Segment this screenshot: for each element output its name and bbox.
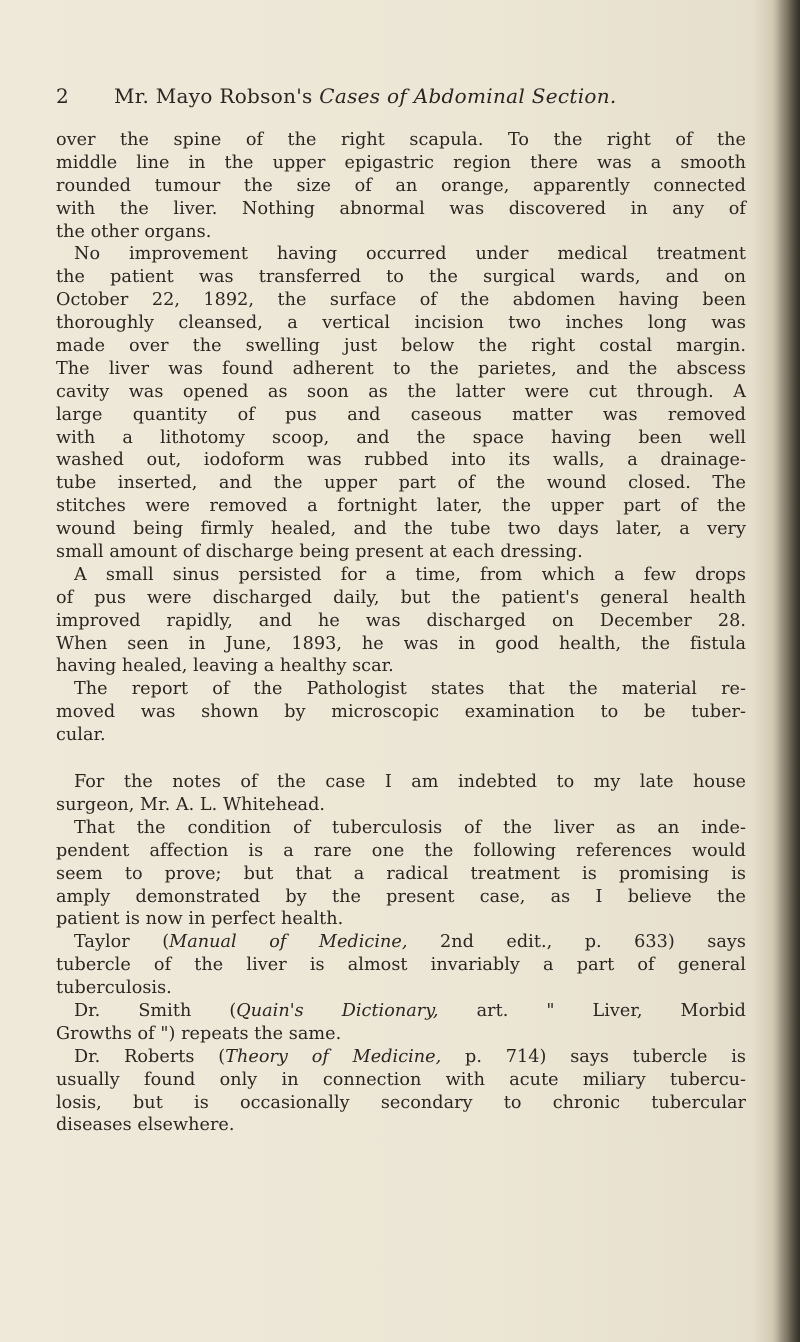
text-line: The liver was found adherent to the parietes, and the abscess: [56, 358, 746, 379]
text-line: No improvement having occurred under medical treatment: [74, 244, 746, 265]
text-line: losis, but is occasionally secondary to chronic tubercular: [56, 1092, 746, 1113]
smith-work-title: Quain's Dictionary,: [236, 1000, 439, 1021]
text-line: with a lithotomy scoop, and the space having been well: [56, 427, 746, 448]
text-line: October 22, 1892, the surface of the abdomen having been: [56, 290, 746, 311]
text-line: surgeon, Mr. A. L. Whitehead.: [56, 794, 326, 815]
taylor-suffix: 2nd edit., p. 633) says: [407, 932, 746, 953]
text-line: large quantity of pus and caseous matter was removed: [56, 404, 746, 425]
text-line: middle line in the upper epigastric region there was a smooth: [56, 152, 746, 173]
body-text: [56, 129, 746, 1137]
text-line: of pus were discharged daily, but the patient's general health: [56, 587, 746, 608]
text-line: having healed, leaving a healthy scar.: [56, 656, 394, 677]
text-line-taylor: [56, 931, 746, 954]
text-line: patient is now in perfect health.: [56, 909, 344, 930]
taylor-work-title: Manual of Medicine,: [169, 932, 408, 953]
text-line: pendent affection is a rare one the following references would: [56, 840, 746, 861]
paragraph-gap: [56, 747, 746, 771]
roberts-work-title: Theory of Medicine,: [225, 1046, 442, 1067]
text-line: Growths of ") repeats the same.: [56, 1023, 342, 1044]
text-line: The report of the Pathologist states that the material re-: [74, 679, 746, 700]
text-line: seem to prove; but that a radical treatment is promising is: [56, 863, 746, 884]
text-line: washed out, iodoform was rubbed into its walls, a drainage-: [56, 450, 746, 471]
smith-suffix: art. " Liver, Morbid: [438, 1000, 746, 1021]
text-line: tuberculosis.: [56, 978, 172, 999]
header-title: Cases of Abdominal Section.: [319, 84, 617, 108]
text-line: amply demonstrated by the present case, as I believe the: [56, 886, 746, 907]
text-line: That the condition of tuberculosis of the liver as an inde-: [74, 817, 746, 838]
text-line: tube inserted, and the upper part of the wound closed. The: [56, 473, 746, 494]
header-author: Mr. Mayo Robson's: [114, 84, 320, 108]
text-line: small amount of discharge being present at each dressing.: [56, 542, 583, 563]
text-line: cavity was opened as soon as the latter were cut through. A: [56, 381, 746, 402]
text-line: stitches were removed a fortnight later, the upper part of the: [56, 496, 746, 517]
text-line: A small sinus persisted for a time, from which a few drops: [74, 564, 746, 585]
running-header: [56, 84, 706, 108]
roberts-prefix: Dr. Roberts (: [74, 1046, 226, 1067]
text-line: the other organs.: [56, 221, 212, 242]
text-line: the patient was transferred to the surgical wards, and on: [56, 267, 746, 288]
text-line: made over the swelling just below the right costal margin.: [56, 336, 746, 357]
text-line: cular.: [56, 725, 106, 746]
text-line: tubercle of the liver is almost invariably a part of general: [56, 955, 746, 976]
text-line: wound being firmly healed, and the tube two days later, a very: [56, 519, 746, 540]
roberts-suffix: p. 714) says tubercle is: [441, 1046, 746, 1067]
page-edge-shadow: [772, 0, 800, 1342]
text-line: For the notes of the case I am indebted to my late house: [74, 772, 746, 793]
text-line: with the liver. Nothing abnormal was discovered in any of: [56, 198, 746, 219]
taylor-prefix: Taylor (: [74, 932, 170, 953]
page-number: 2: [56, 84, 70, 108]
text-line: usually found only in connection with acute miliary tubercu-: [56, 1069, 746, 1090]
text-line-roberts: [56, 1046, 746, 1069]
text-line: When seen in June, 1893, he was in good health, the fistula: [56, 633, 746, 654]
smith-prefix: Dr. Smith (: [74, 1000, 237, 1021]
text-line-smith: [56, 1000, 746, 1023]
text-line: moved was shown by microscopic examination to be tuber-: [56, 702, 746, 723]
text-line: rounded tumour the size of an orange, apparently connected: [56, 175, 746, 196]
text-line: improved rapidly, and he was discharged on December 28.: [56, 610, 746, 631]
text-line: thoroughly cleansed, a vertical incision two inches long was: [56, 313, 746, 334]
text-line: over the spine of the right scapula. To the right of the: [56, 130, 746, 150]
text-line: diseases elsewhere.: [56, 1115, 235, 1136]
